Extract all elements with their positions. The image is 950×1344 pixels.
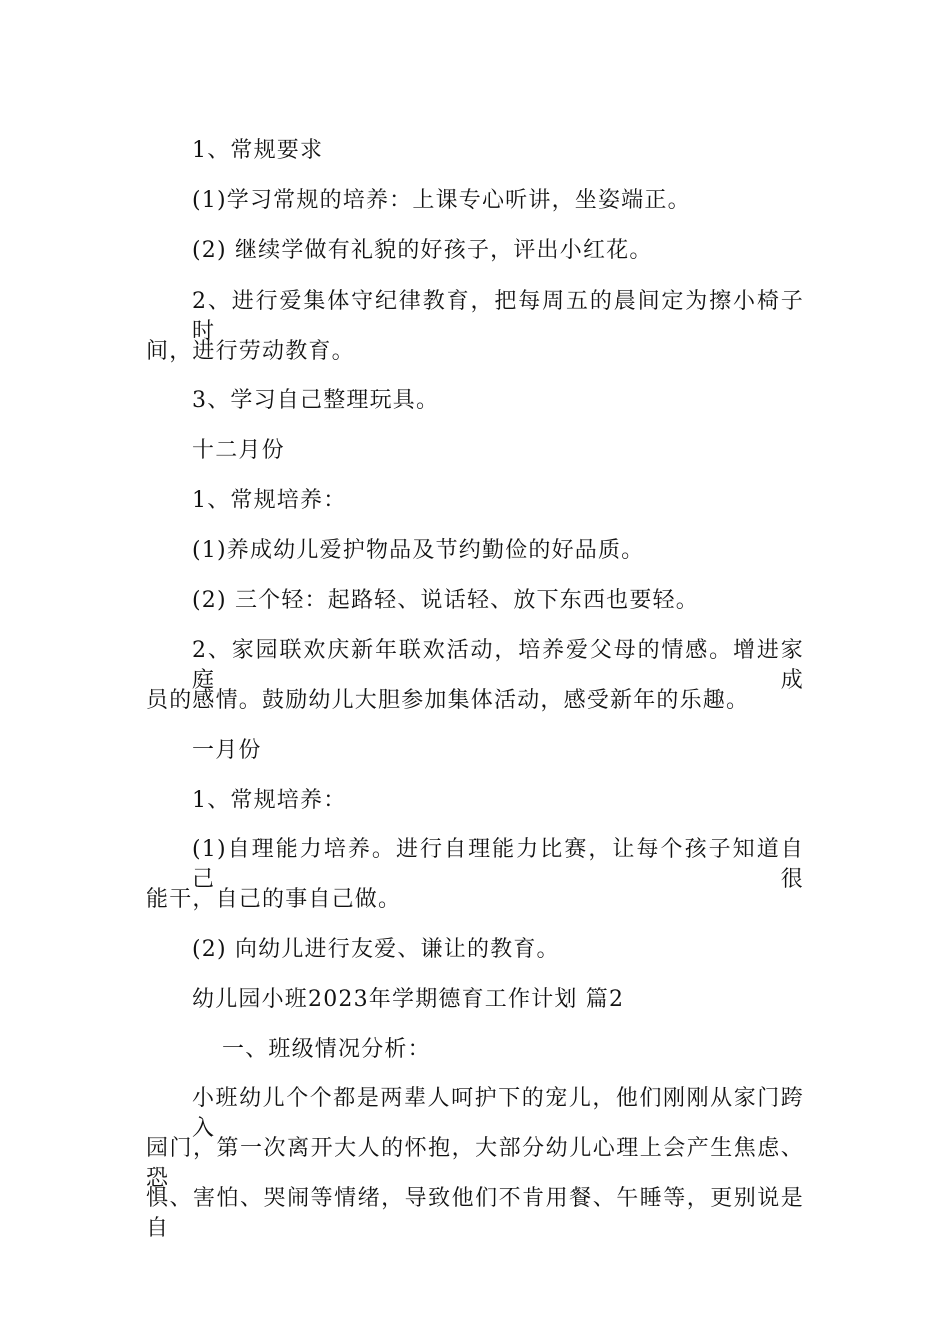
text-line: 3、学习自己整理玩具。	[192, 388, 440, 413]
text-line: 1、常规要求	[192, 138, 324, 163]
text-line: (1)养成幼儿爱护物品及节约勤俭的好品质。	[192, 538, 645, 563]
text-line: 能干，自己的事自己做。	[146, 887, 402, 912]
section-heading: 十二月份	[192, 438, 285, 463]
text-line: 小班幼儿个个都是两辈人呵护下的宠儿，他们刚刚从家门跨入	[192, 1086, 804, 1141]
text-line: (2) 三个轻：起路轻、说话轻、放下东西也要轻。	[192, 588, 699, 613]
text-line: (2) 向幼儿进行友爱、谦让的教育。	[192, 937, 560, 962]
text-line: (2) 继续学做有礼貌的好孩子，评出小红花。	[192, 238, 653, 263]
text-line: 园门，第一次离开大人的怀抱，大部分幼儿心理上会产生焦虑、恐	[146, 1136, 804, 1191]
text-line: 间，进行劳动教育。	[146, 339, 355, 364]
text-line: 员的感情。鼓励幼儿大胆参加集体活动，感受新年的乐趣。	[146, 688, 750, 713]
text-line: 2、家园联欢庆新年联欢活动，培养爱父母的情感。增进家庭成	[192, 638, 804, 693]
section-heading: 一月份	[192, 738, 262, 763]
text-line: 1、常规培养：	[192, 488, 347, 513]
text-line: 2、进行爱集体守纪律教育，把每周五的晨间定为擦小椅子时	[192, 289, 804, 344]
section-heading: 一、班级情况分析：	[222, 1037, 431, 1062]
text-line: (1)学习常规的培养：上课专心听讲，坐姿端正。	[192, 188, 691, 213]
document-title: 幼儿园小班2023年学期德育工作计划 篇2	[192, 987, 625, 1012]
text-line: 惧、害怕、哭闹等情绪，导致他们不肯用餐、午睡等，更别说是自	[146, 1186, 804, 1241]
text-line: (1)自理能力培养。进行自理能力比赛，让每个孩子知道自己很	[192, 837, 804, 892]
text-line: 1、常规培养：	[192, 788, 347, 813]
